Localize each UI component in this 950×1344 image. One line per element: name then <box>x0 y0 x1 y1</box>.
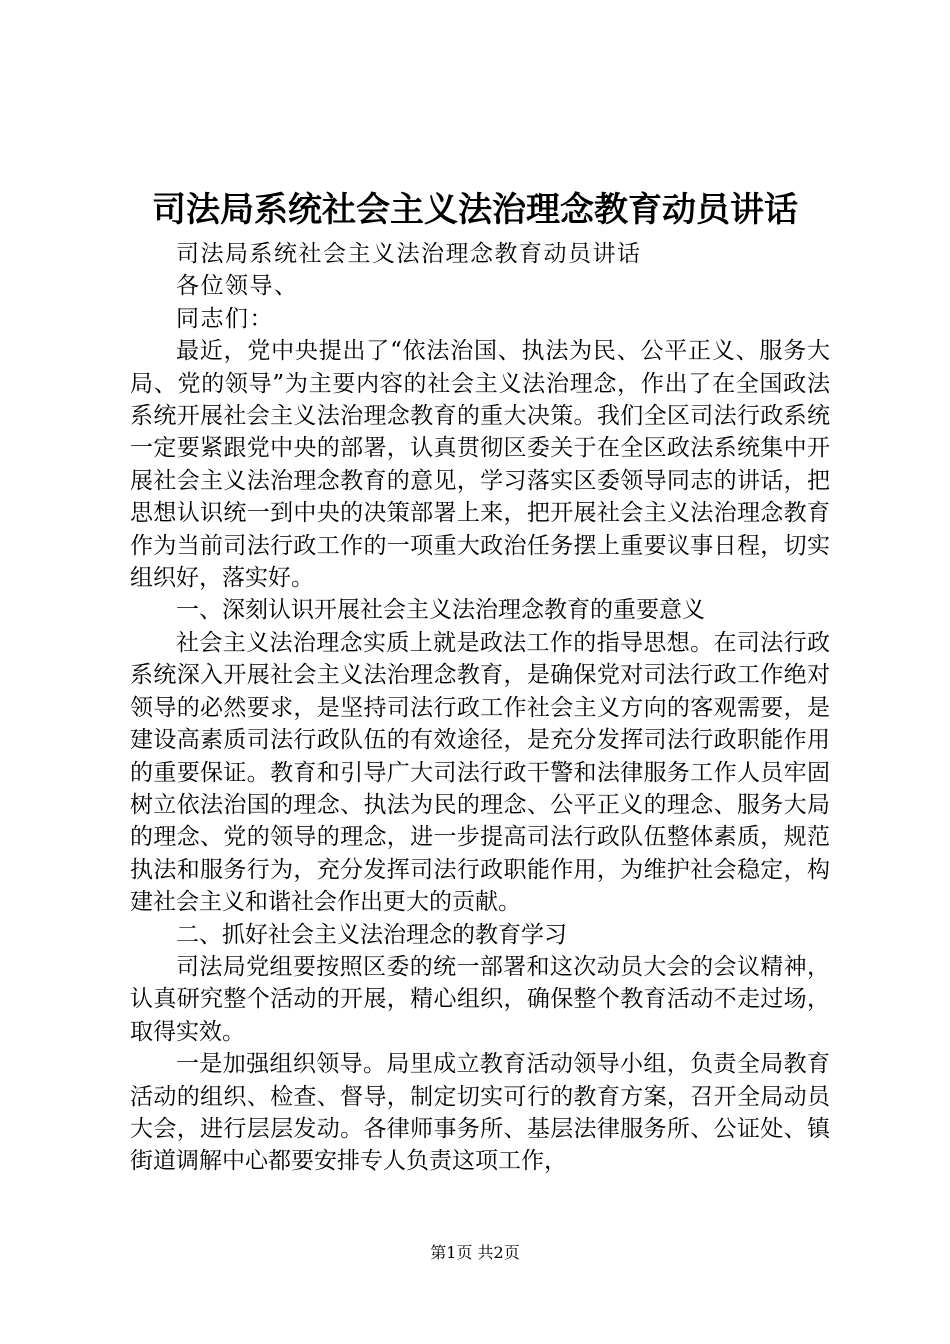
salutation-line-1: 各位领导、 <box>176 273 299 300</box>
subtitle: 司法局系统社会主义法治理念教育动员讲话 <box>176 241 642 267</box>
page-number: 第1页 共2页 <box>430 1243 520 1262</box>
paragraph-significance: 社会主义法治理念实质上就是政法工作的指导思想。在司法行政系统深入开展社会主义法治理念教育，是确保党对司法行政工作绝对领导的必然要求，是坚持司法行政工作社会主义方向的客观需要，是建设高素质司法行政队伍的有效途径，是充分发挥司法行政职能作用的重要保证。教育和引导广大司法行政干警和法律服务工作人员牢固树立依法治国的理念、执法为民的理念、公平正义的理念、服务大局的理念、党的领导的理念，进一步提高司法行政队伍整体素质，规范执法和服务行为，充分发挥司法行政职能作用，为维护社会稳定，构建社会主义和谐社会作出更大的贡献。 <box>130 629 830 916</box>
paragraph-leadership: 一是加强组织领导。局里成立教育活动领导小组，负责全局教育活动的组织、检查、督导，制定切实可行的教育方案，召开全局动员大会，进行层层发动。各律师事务所、基层法律服务所、公证处、镇街道调解中心都要安排专人负责这项工作， <box>130 1051 830 1175</box>
document-body <box>130 238 830 1178</box>
section-heading-2: 二、抓好社会主义法治理念的教育学习 <box>176 921 567 948</box>
paragraph-study: 司法局党组要按照区委的统一部署和这次动员大会的会议精神，认真研究整个活动的开展，精心组织，确保整个教育活动不走过场，取得实效。 <box>130 953 830 1045</box>
section-heading-1: 一、深刻认识开展社会主义法治理念教育的重要意义 <box>176 597 705 624</box>
paragraph-intro: 最近，党中央提出了“依法治国、执法为民、公平正义、服务大局、党的领导”为主要内容的社会主义法治理念，作出了在全国政法系统开展社会主义法治理念教育的重大决策。我们全区司法行政系统一定要紧跟党中央的部署，认真贯彻区委关于在全区政法系统集中开展社会主义法治理念教育的意见，学习落实区委领导同志的讲话，把思想认识统一到中央的决策部署上来，把开展社会主义法治理念教育作为当前司法行政工作的一项重大政治任务摆上重要议事日程，切实组织好，落实好。 <box>130 338 830 592</box>
salutation-line-2: 同志们： <box>176 305 274 332</box>
document-title: 司法局系统社会主义法治理念教育动员讲话 <box>152 190 798 230</box>
